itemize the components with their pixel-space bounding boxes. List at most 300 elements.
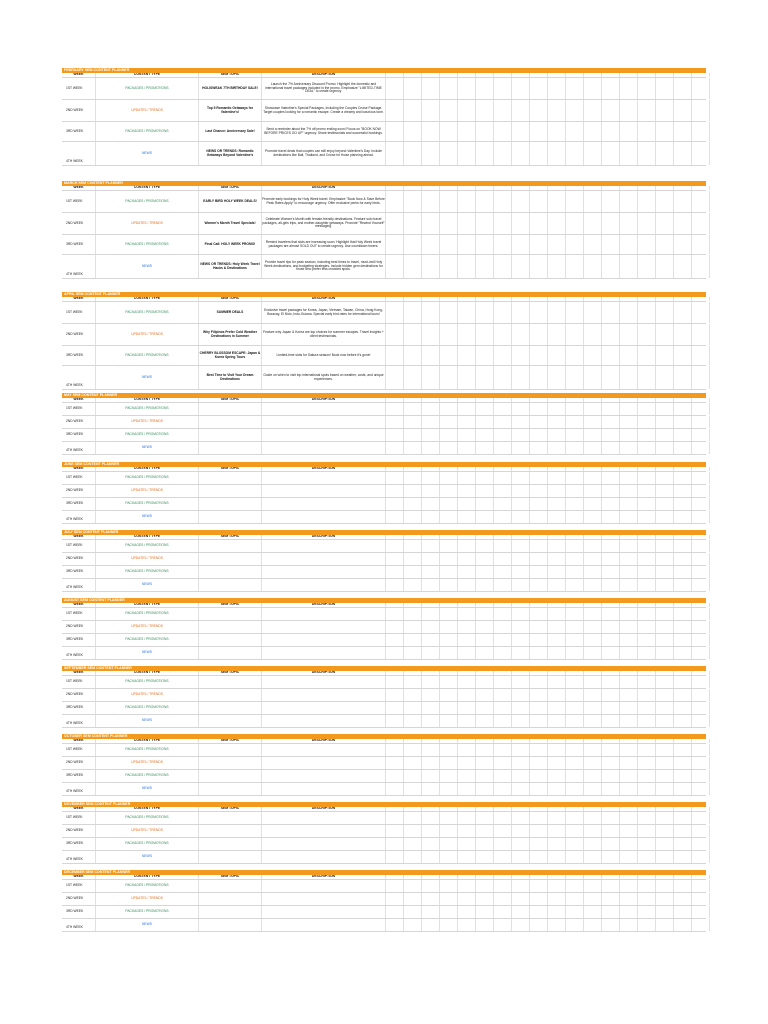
- empty-cell[interactable]: [548, 416, 566, 428]
- empty-cell[interactable]: [584, 186, 602, 190]
- content-type-cell[interactable]: PACKAGES / PROMOTIONS: [96, 346, 199, 365]
- empty-cell[interactable]: [494, 757, 512, 769]
- empty-cell[interactable]: [386, 429, 404, 441]
- empty-cell[interactable]: [494, 851, 512, 863]
- empty-cell[interactable]: [404, 702, 422, 714]
- empty-cell[interactable]: [422, 566, 440, 578]
- empty-cell[interactable]: [602, 297, 620, 301]
- empty-cell[interactable]: [512, 398, 530, 402]
- empty-cell[interactable]: [386, 255, 404, 278]
- empty-cell[interactable]: [476, 324, 494, 345]
- empty-cell[interactable]: [404, 634, 422, 646]
- empty-cell[interactable]: [620, 324, 638, 345]
- empty-cell[interactable]: [566, 511, 584, 523]
- empty-cell[interactable]: [386, 142, 404, 165]
- empty-cell[interactable]: [404, 78, 422, 99]
- empty-cell[interactable]: [692, 191, 710, 212]
- empty-cell[interactable]: [512, 255, 530, 278]
- empty-cell[interactable]: [584, 783, 602, 795]
- empty-cell[interactable]: [656, 906, 674, 918]
- empty-cell[interactable]: [602, 100, 620, 121]
- sem-topic-cell[interactable]: Final Call: HOLY WEEK PROMO!: [199, 235, 262, 254]
- empty-cell[interactable]: [692, 689, 710, 701]
- empty-cell[interactable]: [512, 429, 530, 441]
- empty-cell[interactable]: [494, 100, 512, 121]
- empty-cell[interactable]: [440, 100, 458, 121]
- empty-cell[interactable]: [620, 186, 638, 190]
- empty-cell[interactable]: [494, 770, 512, 782]
- empty-cell[interactable]: [404, 213, 422, 234]
- empty-cell[interactable]: [692, 744, 710, 756]
- empty-cell[interactable]: [692, 403, 710, 415]
- empty-cell[interactable]: [476, 608, 494, 620]
- empty-cell[interactable]: [530, 416, 548, 428]
- empty-cell[interactable]: [422, 919, 440, 931]
- empty-cell[interactable]: [530, 78, 548, 99]
- description-cell[interactable]: [262, 851, 386, 863]
- empty-cell[interactable]: [404, 621, 422, 633]
- empty-cell[interactable]: [548, 485, 566, 497]
- description-cell[interactable]: [262, 770, 386, 782]
- empty-cell[interactable]: [386, 621, 404, 633]
- empty-cell[interactable]: [494, 255, 512, 278]
- empty-cell[interactable]: [386, 739, 404, 743]
- empty-cell[interactable]: [602, 366, 620, 389]
- description-cell[interactable]: [262, 715, 386, 727]
- empty-cell[interactable]: [566, 770, 584, 782]
- empty-cell[interactable]: [494, 398, 512, 402]
- empty-cell[interactable]: [404, 235, 422, 254]
- empty-cell[interactable]: [692, 78, 710, 99]
- empty-cell[interactable]: [584, 535, 602, 539]
- empty-cell[interactable]: [674, 442, 692, 454]
- empty-cell[interactable]: [440, 511, 458, 523]
- empty-cell[interactable]: [548, 498, 566, 510]
- empty-cell[interactable]: [692, 621, 710, 633]
- empty-cell[interactable]: [458, 851, 476, 863]
- empty-cell[interactable]: [620, 807, 638, 811]
- content-type-cell[interactable]: PACKAGES / PROMOTIONS: [96, 429, 199, 441]
- empty-cell[interactable]: [476, 893, 494, 905]
- empty-cell[interactable]: [440, 579, 458, 591]
- empty-cell[interactable]: [656, 770, 674, 782]
- empty-cell[interactable]: [584, 838, 602, 850]
- empty-cell[interactable]: [530, 235, 548, 254]
- empty-cell[interactable]: [674, 566, 692, 578]
- empty-cell[interactable]: [602, 398, 620, 402]
- empty-cell[interactable]: [512, 634, 530, 646]
- empty-cell[interactable]: [566, 893, 584, 905]
- empty-cell[interactable]: [404, 875, 422, 879]
- empty-cell[interactable]: [620, 235, 638, 254]
- empty-cell[interactable]: [530, 403, 548, 415]
- empty-cell[interactable]: [674, 485, 692, 497]
- empty-cell[interactable]: [638, 621, 656, 633]
- empty-cell[interactable]: [476, 346, 494, 365]
- empty-cell[interactable]: [458, 297, 476, 301]
- empty-cell[interactable]: [638, 770, 656, 782]
- empty-cell[interactable]: [584, 893, 602, 905]
- content-type-cell[interactable]: PACKAGES / PROMOTIONS: [96, 403, 199, 415]
- empty-cell[interactable]: [692, 825, 710, 837]
- description-cell[interactable]: [262, 689, 386, 701]
- content-type-cell[interactable]: UPDATES / TRENDS: [96, 324, 199, 345]
- empty-cell[interactable]: [656, 73, 674, 77]
- empty-cell[interactable]: [476, 186, 494, 190]
- empty-cell[interactable]: [638, 429, 656, 441]
- empty-cell[interactable]: [440, 671, 458, 675]
- empty-cell[interactable]: [656, 540, 674, 552]
- empty-cell[interactable]: [404, 297, 422, 301]
- empty-cell[interactable]: [458, 100, 476, 121]
- empty-cell[interactable]: [476, 472, 494, 484]
- empty-cell[interactable]: [602, 73, 620, 77]
- empty-cell[interactable]: [530, 676, 548, 688]
- empty-cell[interactable]: [422, 472, 440, 484]
- sem-topic-cell[interactable]: [199, 566, 262, 578]
- empty-cell[interactable]: [386, 472, 404, 484]
- empty-cell[interactable]: [620, 100, 638, 121]
- empty-cell[interactable]: [512, 579, 530, 591]
- empty-cell[interactable]: [566, 608, 584, 620]
- empty-cell[interactable]: [656, 122, 674, 141]
- empty-cell[interactable]: [422, 511, 440, 523]
- sem-topic-cell[interactable]: SUMMER DEALS: [199, 302, 262, 323]
- empty-cell[interactable]: [404, 73, 422, 77]
- empty-cell[interactable]: [422, 191, 440, 212]
- empty-cell[interactable]: [422, 398, 440, 402]
- empty-cell[interactable]: [476, 825, 494, 837]
- empty-cell[interactable]: [494, 744, 512, 756]
- empty-cell[interactable]: [548, 235, 566, 254]
- content-type-cell[interactable]: UPDATES / TRENDS: [96, 553, 199, 565]
- empty-cell[interactable]: [386, 671, 404, 675]
- empty-cell[interactable]: [620, 812, 638, 824]
- empty-cell[interactable]: [458, 893, 476, 905]
- empty-cell[interactable]: [656, 186, 674, 190]
- content-type-cell[interactable]: PACKAGES / PROMOTIONS: [96, 302, 199, 323]
- empty-cell[interactable]: [476, 715, 494, 727]
- empty-cell[interactable]: [566, 255, 584, 278]
- empty-cell[interactable]: [440, 770, 458, 782]
- empty-cell[interactable]: [620, 498, 638, 510]
- empty-cell[interactable]: [404, 100, 422, 121]
- empty-cell[interactable]: [602, 880, 620, 892]
- empty-cell[interactable]: [440, 812, 458, 824]
- empty-cell[interactable]: [458, 807, 476, 811]
- empty-cell[interactable]: [674, 702, 692, 714]
- empty-cell[interactable]: [494, 540, 512, 552]
- sem-topic-cell[interactable]: [199, 770, 262, 782]
- empty-cell[interactable]: [692, 807, 710, 811]
- empty-cell[interactable]: [584, 757, 602, 769]
- empty-cell[interactable]: [530, 579, 548, 591]
- empty-cell[interactable]: [386, 73, 404, 77]
- empty-cell[interactable]: [620, 302, 638, 323]
- empty-cell[interactable]: [638, 825, 656, 837]
- empty-cell[interactable]: [458, 511, 476, 523]
- sem-topic-cell[interactable]: [199, 744, 262, 756]
- empty-cell[interactable]: [530, 919, 548, 931]
- empty-cell[interactable]: [656, 442, 674, 454]
- empty-cell[interactable]: [422, 73, 440, 77]
- empty-cell[interactable]: [512, 744, 530, 756]
- empty-cell[interactable]: [440, 715, 458, 727]
- empty-cell[interactable]: [566, 838, 584, 850]
- empty-cell[interactable]: [476, 783, 494, 795]
- description-cell[interactable]: Exclusive travel packages for Korea, Japan, Vietnam, Taiwan, China, Hong Kong, Boracay, El Nido, Indo-Guiana. Special early bird rates for international tours!: [262, 302, 386, 323]
- empty-cell[interactable]: [602, 702, 620, 714]
- description-cell[interactable]: Limited-time slots for Sakura season! Book now before it's gone!: [262, 346, 386, 365]
- empty-cell[interactable]: [692, 671, 710, 675]
- empty-cell[interactable]: [566, 783, 584, 795]
- empty-cell[interactable]: [458, 906, 476, 918]
- empty-cell[interactable]: [404, 324, 422, 345]
- content-type-cell[interactable]: UPDATES / TRENDS: [96, 893, 199, 905]
- empty-cell[interactable]: [494, 191, 512, 212]
- empty-cell[interactable]: [440, 739, 458, 743]
- empty-cell[interactable]: [422, 297, 440, 301]
- empty-cell[interactable]: [638, 603, 656, 607]
- empty-cell[interactable]: [476, 366, 494, 389]
- empty-cell[interactable]: [458, 634, 476, 646]
- empty-cell[interactable]: [494, 302, 512, 323]
- empty-cell[interactable]: [512, 324, 530, 345]
- empty-cell[interactable]: [494, 807, 512, 811]
- empty-cell[interactable]: [638, 689, 656, 701]
- empty-cell[interactable]: [602, 603, 620, 607]
- empty-cell[interactable]: [386, 511, 404, 523]
- empty-cell[interactable]: [584, 875, 602, 879]
- empty-cell[interactable]: [602, 744, 620, 756]
- empty-cell[interactable]: [530, 647, 548, 659]
- empty-cell[interactable]: [440, 906, 458, 918]
- empty-cell[interactable]: [494, 535, 512, 539]
- empty-cell[interactable]: [530, 838, 548, 850]
- empty-cell[interactable]: [674, 297, 692, 301]
- empty-cell[interactable]: [494, 467, 512, 471]
- empty-cell[interactable]: [638, 235, 656, 254]
- description-cell[interactable]: [262, 676, 386, 688]
- empty-cell[interactable]: [656, 302, 674, 323]
- empty-cell[interactable]: [458, 535, 476, 539]
- empty-cell[interactable]: [512, 783, 530, 795]
- empty-cell[interactable]: [512, 213, 530, 234]
- empty-cell[interactable]: [404, 783, 422, 795]
- empty-cell[interactable]: [512, 235, 530, 254]
- empty-cell[interactable]: [476, 634, 494, 646]
- empty-cell[interactable]: [584, 676, 602, 688]
- description-cell[interactable]: [262, 498, 386, 510]
- empty-cell[interactable]: [512, 906, 530, 918]
- sem-topic-cell[interactable]: [199, 919, 262, 931]
- empty-cell[interactable]: [512, 122, 530, 141]
- empty-cell[interactable]: [494, 442, 512, 454]
- empty-cell[interactable]: [458, 142, 476, 165]
- empty-cell[interactable]: [566, 416, 584, 428]
- empty-cell[interactable]: [530, 346, 548, 365]
- empty-cell[interactable]: [404, 893, 422, 905]
- empty-cell[interactable]: [404, 416, 422, 428]
- empty-cell[interactable]: [566, 621, 584, 633]
- empty-cell[interactable]: [386, 122, 404, 141]
- empty-cell[interactable]: [602, 191, 620, 212]
- empty-cell[interactable]: [584, 191, 602, 212]
- empty-cell[interactable]: [548, 324, 566, 345]
- empty-cell[interactable]: [404, 739, 422, 743]
- empty-cell[interactable]: [476, 235, 494, 254]
- empty-cell[interactable]: [674, 324, 692, 345]
- empty-cell[interactable]: [566, 535, 584, 539]
- empty-cell[interactable]: [584, 647, 602, 659]
- sem-topic-cell[interactable]: [199, 689, 262, 701]
- empty-cell[interactable]: [458, 608, 476, 620]
- empty-cell[interactable]: [476, 535, 494, 539]
- empty-cell[interactable]: [512, 807, 530, 811]
- empty-cell[interactable]: [620, 566, 638, 578]
- empty-cell[interactable]: [458, 671, 476, 675]
- empty-cell[interactable]: [422, 498, 440, 510]
- empty-cell[interactable]: [584, 235, 602, 254]
- empty-cell[interactable]: [386, 398, 404, 402]
- empty-cell[interactable]: [386, 676, 404, 688]
- empty-cell[interactable]: [656, 100, 674, 121]
- content-type-cell[interactable]: PACKAGES / PROMOTIONS: [96, 744, 199, 756]
- empty-cell[interactable]: [494, 603, 512, 607]
- empty-cell[interactable]: [476, 838, 494, 850]
- empty-cell[interactable]: [674, 579, 692, 591]
- empty-cell[interactable]: [404, 498, 422, 510]
- empty-cell[interactable]: [656, 191, 674, 212]
- empty-cell[interactable]: [602, 302, 620, 323]
- empty-cell[interactable]: [440, 442, 458, 454]
- empty-cell[interactable]: [566, 807, 584, 811]
- empty-cell[interactable]: [494, 297, 512, 301]
- empty-cell[interactable]: [620, 880, 638, 892]
- empty-cell[interactable]: [638, 498, 656, 510]
- empty-cell[interactable]: [602, 78, 620, 99]
- empty-cell[interactable]: [512, 346, 530, 365]
- empty-cell[interactable]: [458, 255, 476, 278]
- empty-cell[interactable]: [548, 472, 566, 484]
- empty-cell[interactable]: [674, 429, 692, 441]
- empty-cell[interactable]: [692, 540, 710, 552]
- empty-cell[interactable]: [548, 621, 566, 633]
- empty-cell[interactable]: [404, 676, 422, 688]
- empty-cell[interactable]: [584, 621, 602, 633]
- empty-cell[interactable]: [494, 566, 512, 578]
- empty-cell[interactable]: [674, 757, 692, 769]
- empty-cell[interactable]: [458, 366, 476, 389]
- empty-cell[interactable]: [476, 880, 494, 892]
- empty-cell[interactable]: [440, 416, 458, 428]
- empty-cell[interactable]: [584, 812, 602, 824]
- content-type-cell[interactable]: UPDATES / TRENDS: [96, 689, 199, 701]
- empty-cell[interactable]: [602, 540, 620, 552]
- content-type-cell[interactable]: NEWS: [96, 647, 199, 659]
- empty-cell[interactable]: [692, 603, 710, 607]
- empty-cell[interactable]: [620, 398, 638, 402]
- empty-cell[interactable]: [638, 100, 656, 121]
- empty-cell[interactable]: [548, 919, 566, 931]
- empty-cell[interactable]: [692, 851, 710, 863]
- empty-cell[interactable]: [386, 416, 404, 428]
- empty-cell[interactable]: [692, 472, 710, 484]
- empty-cell[interactable]: [656, 875, 674, 879]
- empty-cell[interactable]: [404, 442, 422, 454]
- empty-cell[interactable]: [620, 621, 638, 633]
- description-cell[interactable]: [262, 919, 386, 931]
- empty-cell[interactable]: [494, 875, 512, 879]
- empty-cell[interactable]: [584, 566, 602, 578]
- sem-topic-cell[interactable]: [199, 634, 262, 646]
- empty-cell[interactable]: [404, 880, 422, 892]
- content-type-cell[interactable]: PACKAGES / PROMOTIONS: [96, 770, 199, 782]
- empty-cell[interactable]: [620, 838, 638, 850]
- empty-cell[interactable]: [494, 825, 512, 837]
- description-cell[interactable]: Provide travel tips for peak season, including best times to travel, must-visit Holy Week destinations, and budgeting strategies. Include hidden gem destinations for those who prefer less crowded spots.: [262, 255, 386, 278]
- empty-cell[interactable]: [584, 671, 602, 675]
- empty-cell[interactable]: [494, 812, 512, 824]
- empty-cell[interactable]: [692, 634, 710, 646]
- empty-cell[interactable]: [638, 416, 656, 428]
- empty-cell[interactable]: [494, 235, 512, 254]
- empty-cell[interactable]: [422, 186, 440, 190]
- empty-cell[interactable]: [512, 851, 530, 863]
- empty-cell[interactable]: [584, 302, 602, 323]
- empty-cell[interactable]: [440, 472, 458, 484]
- empty-cell[interactable]: [512, 416, 530, 428]
- empty-cell[interactable]: [692, 324, 710, 345]
- empty-cell[interactable]: [674, 100, 692, 121]
- empty-cell[interactable]: [512, 297, 530, 301]
- empty-cell[interactable]: [440, 540, 458, 552]
- content-type-cell[interactable]: UPDATES / TRENDS: [96, 485, 199, 497]
- empty-cell[interactable]: [440, 621, 458, 633]
- empty-cell[interactable]: [422, 812, 440, 824]
- empty-cell[interactable]: [530, 621, 548, 633]
- sem-topic-cell[interactable]: [199, 553, 262, 565]
- empty-cell[interactable]: [584, 297, 602, 301]
- empty-cell[interactable]: [548, 346, 566, 365]
- empty-cell[interactable]: [620, 535, 638, 539]
- empty-cell[interactable]: [476, 255, 494, 278]
- empty-cell[interactable]: [476, 757, 494, 769]
- description-cell[interactable]: Launch the 7% Anniversary Discount Promo. Highlight the domestic and international travel packages included in the promo. Emphasize "LIMITED-TIME DEAL" to create urgency.: [262, 78, 386, 99]
- empty-cell[interactable]: [638, 744, 656, 756]
- empty-cell[interactable]: [692, 142, 710, 165]
- empty-cell[interactable]: [674, 540, 692, 552]
- empty-cell[interactable]: [656, 535, 674, 539]
- empty-cell[interactable]: [674, 186, 692, 190]
- description-cell[interactable]: Promote early bookings for Holy Week travel. Emphasize "Book Now & Save Before Peak Rates Apply" to encourage urgency. Offer exclusive perks for early birds.: [262, 191, 386, 212]
- sem-topic-cell[interactable]: [199, 540, 262, 552]
- empty-cell[interactable]: [566, 634, 584, 646]
- description-cell[interactable]: [262, 702, 386, 714]
- empty-cell[interactable]: [404, 191, 422, 212]
- empty-cell[interactable]: [404, 186, 422, 190]
- empty-cell[interactable]: [548, 757, 566, 769]
- empty-cell[interactable]: [548, 880, 566, 892]
- description-cell[interactable]: [262, 757, 386, 769]
- empty-cell[interactable]: [530, 851, 548, 863]
- empty-cell[interactable]: [584, 603, 602, 607]
- empty-cell[interactable]: [422, 366, 440, 389]
- empty-cell[interactable]: [494, 472, 512, 484]
- empty-cell[interactable]: [422, 621, 440, 633]
- empty-cell[interactable]: [404, 403, 422, 415]
- empty-cell[interactable]: [602, 875, 620, 879]
